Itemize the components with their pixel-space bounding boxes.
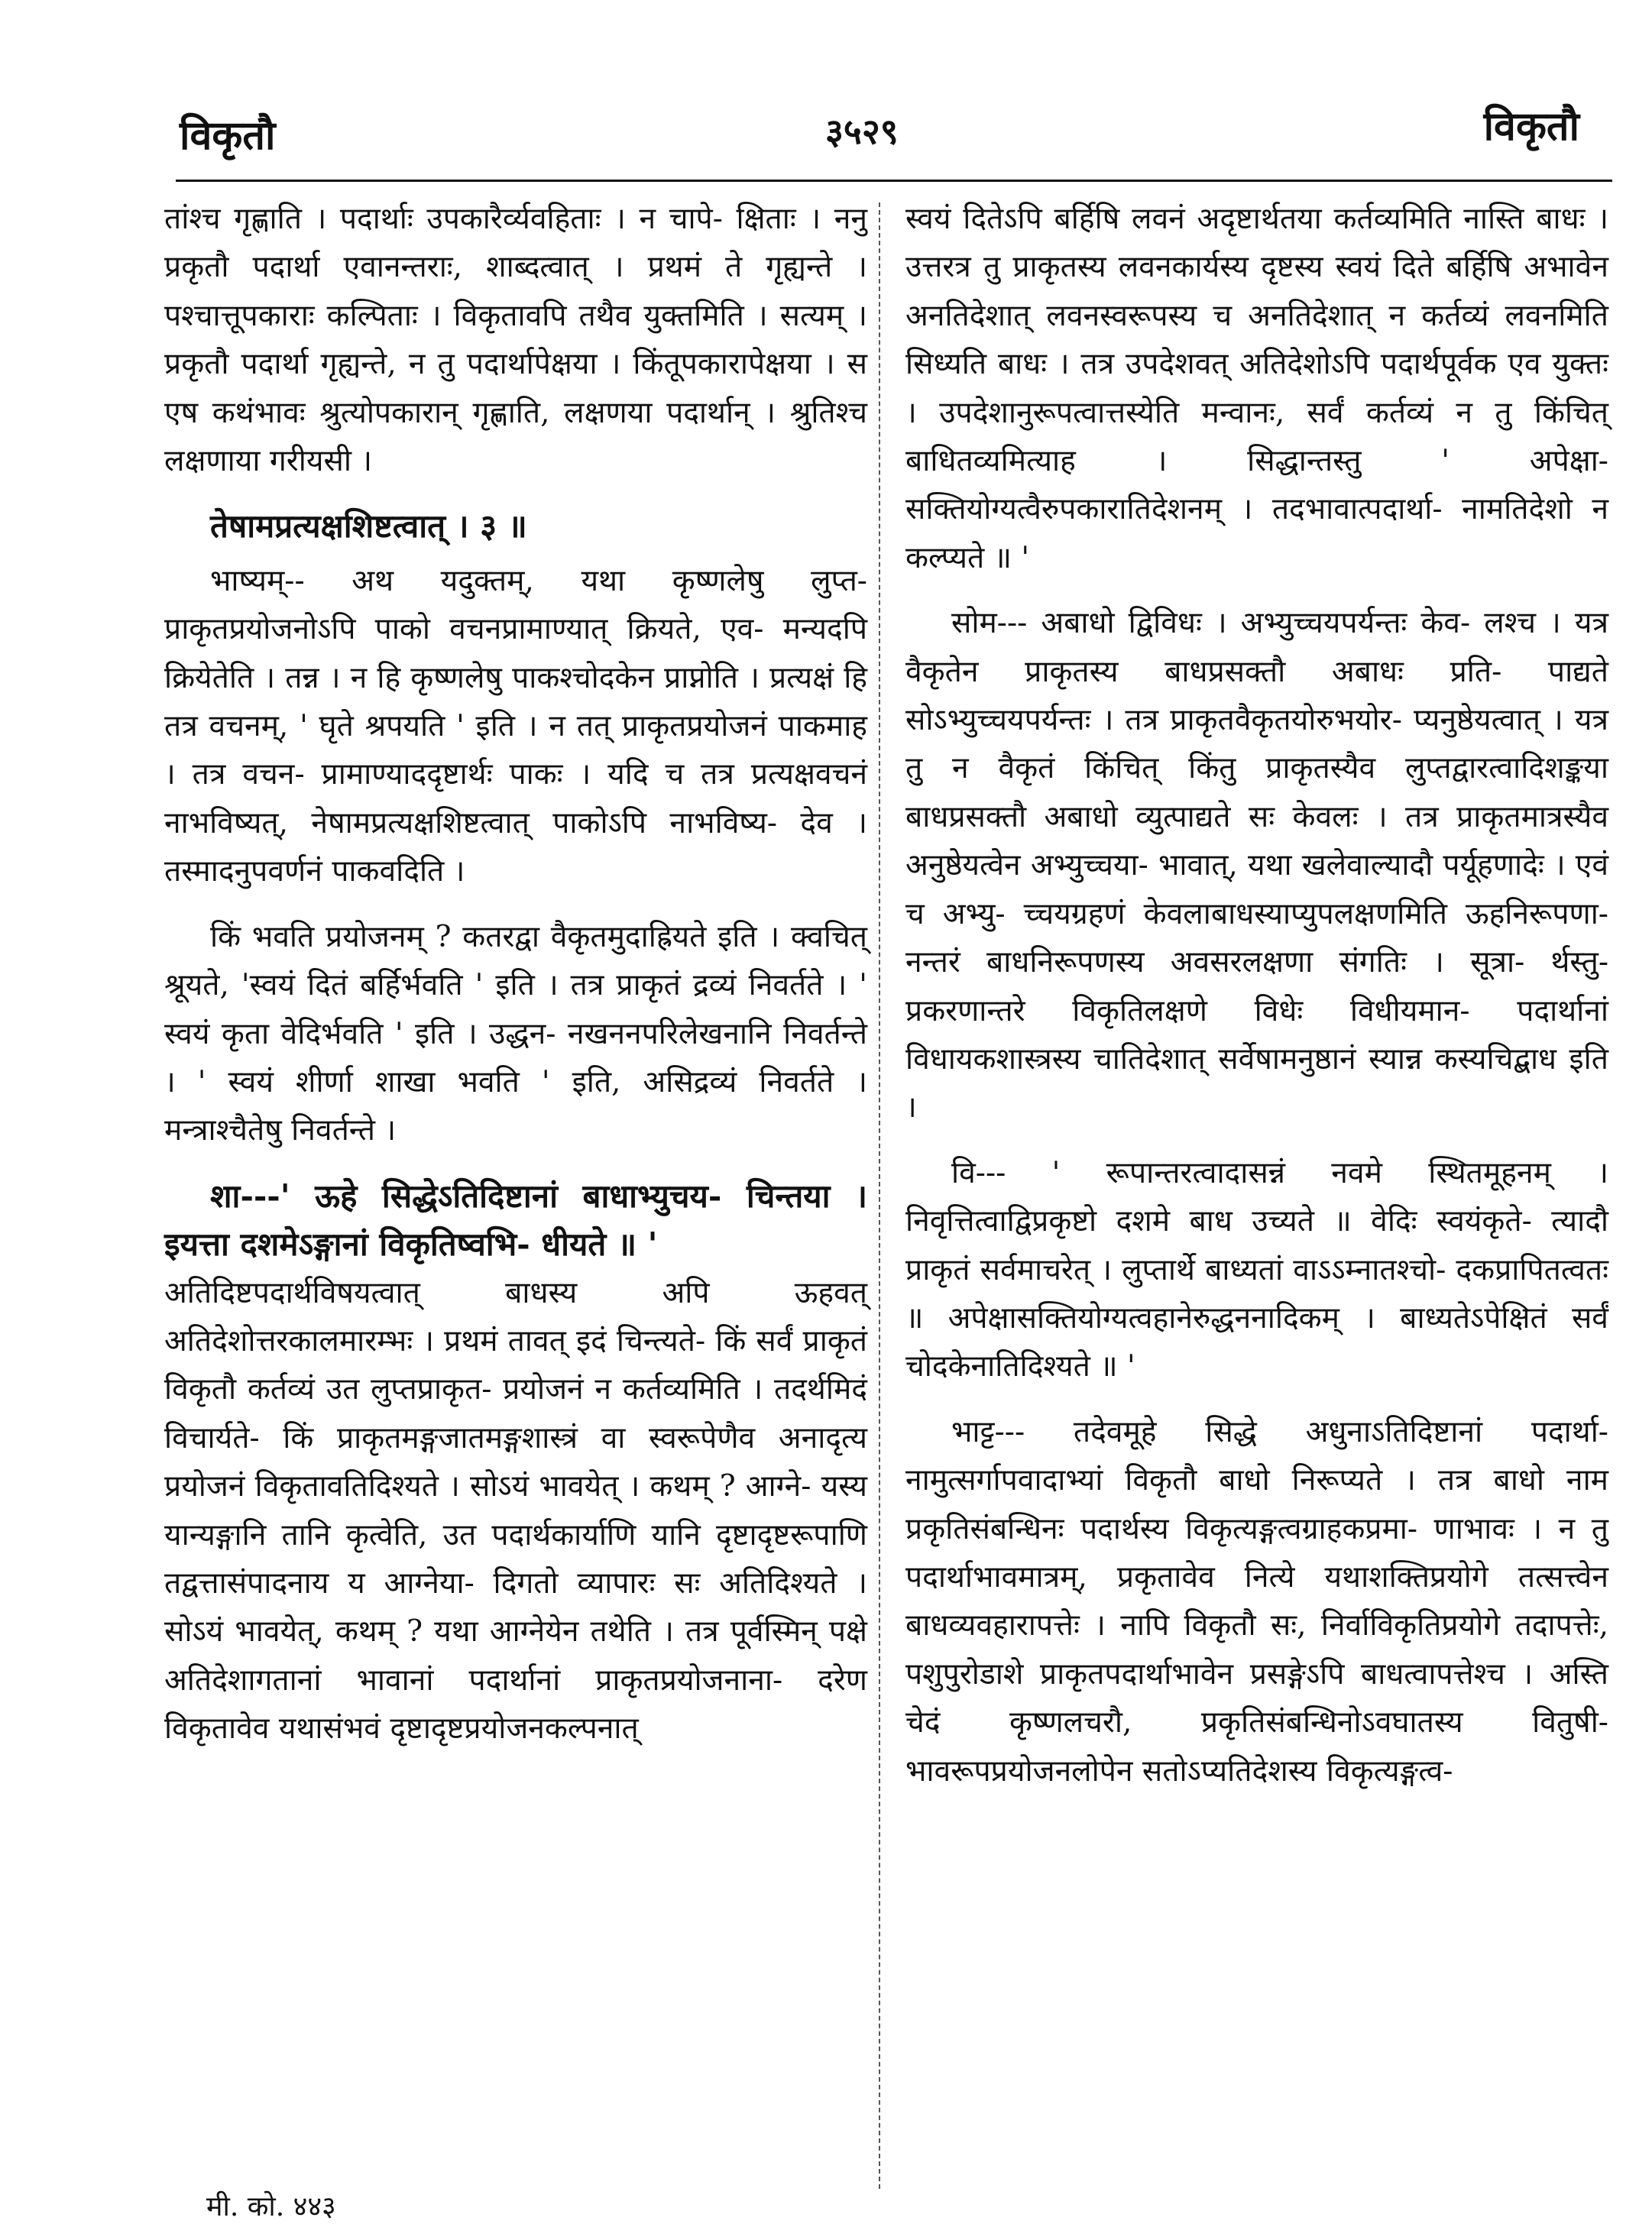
left-para-final: अतिदिष्टपदार्थविषयत्वात् बाधस्य अपि ऊहवत् अतिदेशोत्तरकालमारम्भः । प्रथमं तावत् इदं चिन्त्यते- किं सर्वं प्राकृतं विकृतौ कर्तव्यं उत लुप्तप्राकृत- प्रयोजनं न कर्तव्यमिति । तदर्थमिदं विचार्यते- किं प्राकृतमङ्गजातमङ्गशास्त्रं वा स्वरूपेणैव अनादृत्य प्रयोजनं विकृतावतिदिश्यते । सोऽयं भावयेत् । कथम् ? आग्ने- यस्य यान्यङ्गानि तानि कृत्वेति, उत पदार्थकार्याणि यानि दृष्टादृष्टरूपाणि तद्वत्तासंपादनाय य आग्नेया- दिगतो व्यापारः सः अतिदिश्यते । सोऽयं भावयेत्, कथम् ? यथा आग्नेयेन तथेति । तत्र पूर्वस्मिन् पक्षे अतिदेशागतानां भावानां पदार्थानां प्राकृतप्रयोजनाना- दरेण विकृतावेव यथासंभवं दृष्टादृष्टप्रयोजनकल्पनात् (164, 1275, 867, 1747)
running-head-left: विकृतौ (180, 112, 276, 159)
left-para-prayojana: किं भवति प्रयोजनम् ? कतरद्वा वैकृतमुदाह्रियते इति । क्वचित् श्रूयते, 'स्वयं दितं बर्हिर्भवति ' इति । तत्र प्राकृतं द्रव्यं निवर्तते । ' स्वयं कृता वेदिर्भवति ' इति । उद्धन- नखननपरिलेखनानि निवर्तन्ते । ' स्वयं शीर्णा शाखा भवति ' इति, असिद्रव्यं निवर्तते । मन्त्राश्चैतेषु निवर्तन्ते । (164, 919, 867, 1148)
right-para-vi: वि--- ' रूपान्तरत्वादासन्नं नवमे स्थितमूहनम् । निवृत्तित्वाद्विप्रकृष्टो दशमे बाध उच्यते ॥ वेदिः स्वयंकृते- त्यादौ प्राकृतं सर्वमाचरेत् । लुप्तार्थे बाध्यतां वाऽऽम्नातश्चो- दकप्रापितत्वतः ॥ अपेक्षासक्तियोग्यत्वहानेरुद्धननादिकम् । बाध्यतेऽपेक्षितं सर्वं चोदकेनातिदिश्यते ॥ ' (905, 1155, 1608, 1384)
right-para-bhatta: भाट्ट--- तदेवमूहे सिद्धे अधुनाऽतिदिष्टानां पदार्था- नामुत्सर्गापवादाभ्यां विकृतौ बाधो निरूप्यते । तत्र बाधो नाम प्रकृतिसंबन्धिनः पदार्थस्य विकृत्यङ्गत्वग्राहकप्रमा- णाभावः । न तु पदार्थाभावमात्रम्, प्रकृतावेव नित्ये यथाशक्तिप्रयोगे तत्सत्त्वेन बाधव्यवहारापत्तेः । नापि विकृतौ सः, निर्वाविकृतिप्रयोगे तदापत्तेः, पशुपुरोडाशे प्राकृतपदार्थाभावेन प्रसङ्गेऽपि बाधत्वापत्तेश्च । अस्ति चेदं कृष्णलचरौ, प्रकृतिसंबन्धिनोऽवघातस्य वितुषी- भावरूपप्रयोजनलोपेन सतोऽप्यतिदेशस्य विकृत्यङ्गत्व- (905, 1414, 1608, 1789)
left-para-1: तांश्च गृह्णाति । पदार्थाः उपकारैर्व्यवहिताः । न चापे- क्षिताः । ननु प्रकृतौ पदार्था एवानन्तराः, शाब्दत्वात् । प्रथमं ते गृह्यन्ते । पश्चात्तूपकाराः कल्पिताः । विकृतावपि तथैव युक्तमिति । सत्यम् । प्रकृतौ पदार्था गृह्यन्ते, न तु पदार्थापेक्षया । किंतूपकारापेक्षया । स एष कथंभावः श्रुत्योपकारान् गृह्णाति, लक्षणया पदार्थान् । श्रुतिश्च लक्षणाया गरीयसी । (164, 202, 867, 479)
right-column (905, 195, 1608, 1795)
left-verse-shastra: शा---' ऊहे सिद्धेऽतिदिष्टानां बाधाभ्युचय- चिन्तया । इयत्ता दशमेऽङ्गानां विकृतिष्वभि- धीयते ॥ ' (164, 1177, 867, 1264)
left-column (164, 195, 867, 1753)
header-rule (176, 180, 1612, 182)
left-para-bhashya: भाष्यम्-- अथ यदुक्तम्, यथा कृष्णलेषु लुप्त- प्राकृतप्रयोजनोऽपि पाको वचनप्रामाण्यात् क्रियते, एव- मन्यदपि क्रियेतेति । तन्न । न हि कृष्णलेषु पाकश्चोदकेन प्राप्नोति । प्रत्यक्षं हि तत्र वचनम्, ' घृते श्रपयति ' इति । न तत् प्राकृतप्रयोजनं पाकमाह । तत्र वचन- प्रामाण्याददृष्टार्थः पाकः । यदि च तत्र प्रत्यक्षवचनं नाभविष्यत्, नेषामप्रत्यक्षशिष्टत्वात् पाकोऽपि नाभविष्य- देव । तस्मादनुपवर्णनं पाकवदिति । (164, 563, 867, 889)
right-para-soma: सोम--- अबाधो द्विविधः । अभ्युच्चयपर्यन्तः केव- लश्च । यत्र वैकृतेन प्राकृतस्य बाधप्रसक्तौ अबाधः प्रति- पाद्यते सोऽभ्युच्चयपर्यन्तः । तत्र प्राकृतवैकृतयोरुभयोर- प्यनुष्ठेयत्वात् । यत्र तु न वैकृतं किंचित् किंतु प्राकृतस्यैव लुप्तद्वारत्वादिशङ्कया बाधप्रसक्तौ अबाधो व्युत्पाद्यते सः केवलः । तत्र प्राकृतमात्रस्यैव अनुष्ठेयत्वेन अभ्युच्चया- भावात्, यथा खलेवाल्यादौ पर्यूहणादेः । एवं च अभ्यु- च्चयग्रहणं केवलाबाधस्याप्युपलक्षणमिति ऊहनिरूपणा- नन्तरं बाधनिरूपणस्य अवसरलक्षणा संगतिः । सूत्रा- र्थस्तु- प्रकरणान्तरे विकृतिलक्षणे विधेः विधीयमान- पदार्थानां विधायकशास्त्रस्य चातिदेशात् सर्वेषामनुष्ठानं स्यान्न कस्यचिद्बाध इति । (905, 606, 1608, 1125)
sutra-heading: तेषामप्रत्यक्षशिष्टत्वात् । ३ ॥ (210, 507, 527, 545)
page-number: ३५२९ (825, 111, 899, 152)
column-divider (879, 202, 880, 2189)
running-head-right: विकृतौ (1483, 103, 1579, 150)
right-para-1: स्वयं दितेऽपि बर्हिषि लवनं अदृष्टार्थतया कर्तव्यमिति नास्ति बाधः । उत्तरत्र तु प्राकृतस्य लवनकार्यस्य दृष्टस्य स्वयं दिते बर्हिषि अभावेन अनतिदेशात् लवनस्वरूपस्य च अनतिदेशात् न कर्तव्यं लवनमिति सिध्यति बाधः । तत्र उपदेशवत् अतिदेशोऽपि पदार्थपूर्वक एव युक्तः । उपदेशानुरूपत्वात्तस्येति मन्वानः, सर्वं कर्तव्यं न तु किंचित् बाधितव्यमित्याह । सिद्धान्तस्तु ' अपेक्षा- सक्तियोग्यत्वैरुपकारातिदेशनम् । तदभावात्पदार्था- नामतिदेशो न कल्प्यते ॥ ' (905, 202, 1608, 575)
page-footer: मी. को. ४४३ (206, 2191, 336, 2222)
page-header (0, 0, 1652, 191)
